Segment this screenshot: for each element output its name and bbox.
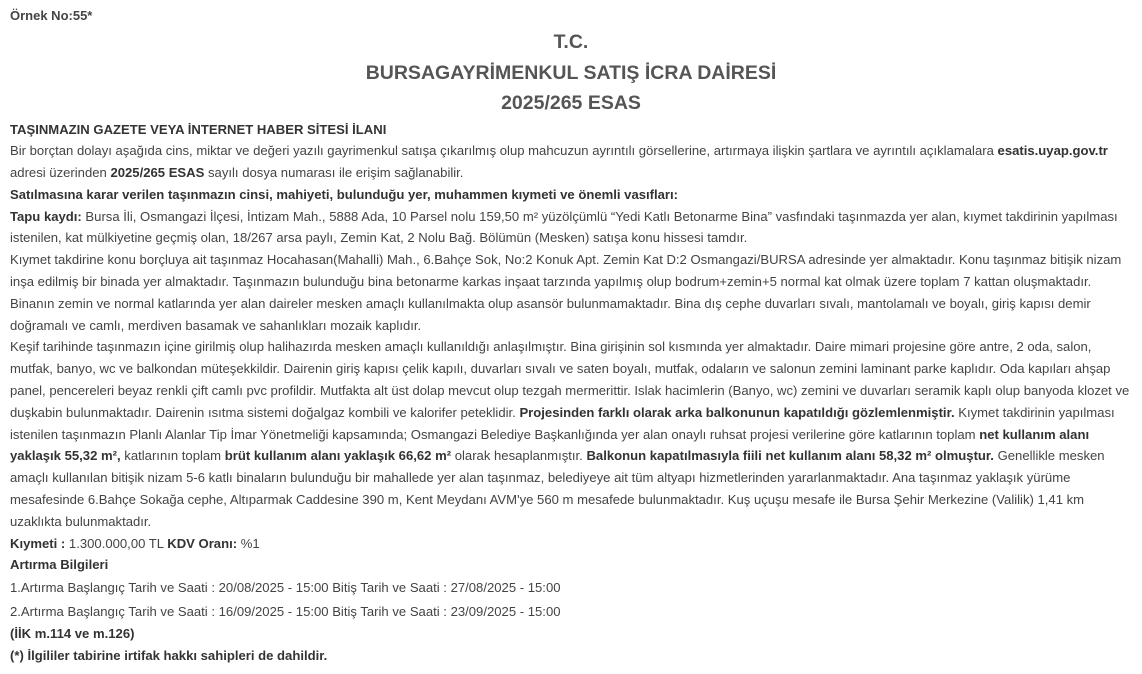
p2-bold-2: net kullanım alanı yaklaşık 55,32 m²,: [10, 426, 1090, 464]
artirma-heading: [10, 554, 1132, 576]
header-office: BURSAGAYRİMENKUL SATIŞ İCRA DAİRESİ: [365, 61, 777, 84]
intro-text-2: adresi üzerinden: [10, 165, 111, 181]
p2-bold-3: brüt kullanım alanı yaklaşık 66,62 m²: [224, 448, 452, 464]
tapu-label: Tapu kaydı:: [10, 208, 82, 224]
kiymet-value: 1.300.000,00 TL: [65, 535, 168, 551]
intro-site: esatis.uyap.gov.tr: [997, 143, 1108, 159]
artirma-heading-text: Artırma Bilgileri: [10, 557, 109, 573]
ornek-number: Örnek No:55*: [10, 8, 93, 23]
p2-text-1: Keşif tarihinde taşınmazın içine girilmiş olup halihazırda mesken amaçlı kullanıldığı anlaşılmıştır. Bina girişinin sol kısmında yer almaktadır. Daire mimari projesine göre antre, 2 oda, salon, mutfak, banyo, wc ve balkondan müteşekkildir. Dairenin giriş kapısı çelik kapılı, duvarları sıvalı ve saten boyalı, mutfak, odaların ve salonun zemini laminant parke kaplıdır. Oda kapıları ahşap panel, pencereleri beyaz renkli çift camlı pvc profildir. Mutfakta alt üst dolap mevcut olup tezgah mermerittir. Islak hacimlerin (Banyo, wc) zemini ve duvarları seramik kaplı olup banyoda klozet ve duşkabin bulunmaktadır. Dairenin ısıtma sistemi doğalgaz kombili ve kalorifer peteklidir.: [10, 339, 1130, 420]
description-paragraph-1: Kıymet takdirine konu borçluya ait taşınmaz Hocahasan(Mahalli) Mah., 6.Bahçe Sok, No:2 Konuk Apt. Zemin Kat D:2 Osmangazi/BURSA adresinde yer almaktadır. Konu taşınmaz bitişik nizam inşa edilmiş bir binada yer almaktadır. Taşınmazın bulunduğu bina betonarme karkas inşaat tarzında yapılmış olup bodrum+zemin+5 normal kat olmak üzere toplam 7 kattan oluşmaktadır. Binanın zemin ve normal katlarında yer alan daireler mesken amaçlı kullanılmakta olup asansör bulunmamaktadır. Bina dış cephe duvarları sıvalı, mantolamalı ve boyalı, giriş kapısı demir doğramalı ve camlı, merdiven basamak ve sahanlıkları mozaik kaplıdır.: [10, 252, 1122, 333]
footnote-text: (*) İlgililer tabirine irtifak hakkı sahipleri de dahildir.: [10, 647, 328, 663]
header-esas: 2025/265 ESAS: [501, 92, 641, 114]
p2-bold-4: Balkonun kapatılmasıyla fiili net kullanım alanı 58,32 m² olmuştur.: [586, 448, 994, 464]
kiymet-label: Kıymeti :: [10, 535, 66, 551]
kdv-value: %1: [237, 535, 260, 551]
description-paragraph-2: [10, 336, 1132, 532]
p2-bold-1: Projesinden farklı olarak arka balkonunun kapatıldığı gözlemlenmiştir.: [519, 404, 955, 420]
p2-text-4: olarak hesaplanmıştır.: [451, 448, 587, 464]
footnote: [10, 645, 1132, 667]
p2-text-3: katlarının toplam: [120, 448, 225, 464]
iik-text: (İİK m.114 ve m.126): [10, 625, 135, 641]
intro-text-3: sayılı dosya numarası ile erişim sağlanabilir.: [204, 165, 464, 181]
tapu-text: Bursa İli, Osmangazi İlçesi, İntizam Mah., 5888 Ada, 10 Parsel nolu 159,50 m² yüzölçümlü “Yedi Katlı Betonarme Bina” vasfındaki taşınmazda yer alan, kıymet takdirinin yapılması istenilen, kat mülkiyetine geçmiş olan, 18/267 arsa paylı, Zemin Kat, 2 Nolu Bağ. Bölümün (Mesken) satışa konu hissesi tamdır.: [10, 208, 1118, 246]
ilan-title-text: TAŞINMAZIN GAZETE VEYA İNTERNET HABER SİTESİ İLANI: [10, 121, 387, 137]
header-tc: T.C.: [553, 31, 589, 53]
section-heading-text: Satılmasına karar verilen taşınmazın cinsi, mahiyeti, bulunduğu yer, muhammen kıymeti ve önemli vasıfları:: [10, 186, 679, 202]
kiymet-line: [10, 533, 1132, 555]
iik-reference: [10, 623, 1132, 645]
tapu-paragraph: [10, 206, 1132, 250]
artirma-row-1: 1.Artırma Başlangıç Tarih ve Saati : 20/08/2025 - 15:00 Bitiş Tarih ve Saati : 27/08/2025 - 15:00: [10, 580, 561, 596]
intro-text-1: Bir borçtan dolayı aşağıda cins, miktar ve değeri yazılı gayrimenkul satışa çıkarılmış olup mahcuzun ayrıntılı görsellerine, artırmaya ilişkin şartlara ve ayrıntılı açıklamalara: [10, 143, 998, 159]
intro-esas: 2025/265 ESAS: [110, 165, 205, 181]
p2-text-2: Kıymet takdirinin yapılması istenilen taşınmazın Planlı Alanlar Tip İmar Yönetmeliği kapsamında; Osmangazi Belediye Başkanlığında yer alan onaylı ruhsat projesi verilerine göre katlarının toplam: [10, 404, 1115, 442]
artirma-row-2: 2.Artırma Başlangıç Tarih ve Saati : 16/09/2025 - 15:00 Bitiş Tarih ve Saati : 23/09/2025 - 15:00: [10, 604, 561, 620]
p2-text-5: Genellikle mesken amaçlı kullanılan bitişik nizam 5-6 katlı binaların bulunduğu bir mahallede yer alan taşınmaz, belediyeye ait tüm altyapı hizmetlerinden yararlanmaktadır. Ana taşınmaz yaklaşık yürüme mesafesinde 6.Bahçe Sokağa cephe, Altıparmak Caddesine 390 m, Kent Meydanı AVM'ye 560 m mesafede bulunmaktadır. Kuş uçuşu mesafe ile Bursa Şehir Merkezine (Valilik) 1,41 km uzaklıkta bulunmaktadır.: [10, 448, 1105, 529]
ilan-title: [10, 119, 1132, 141]
intro-paragraph: [10, 140, 1132, 184]
kdv-label: KDV Oranı:: [167, 535, 238, 551]
section-heading: [10, 184, 1132, 206]
